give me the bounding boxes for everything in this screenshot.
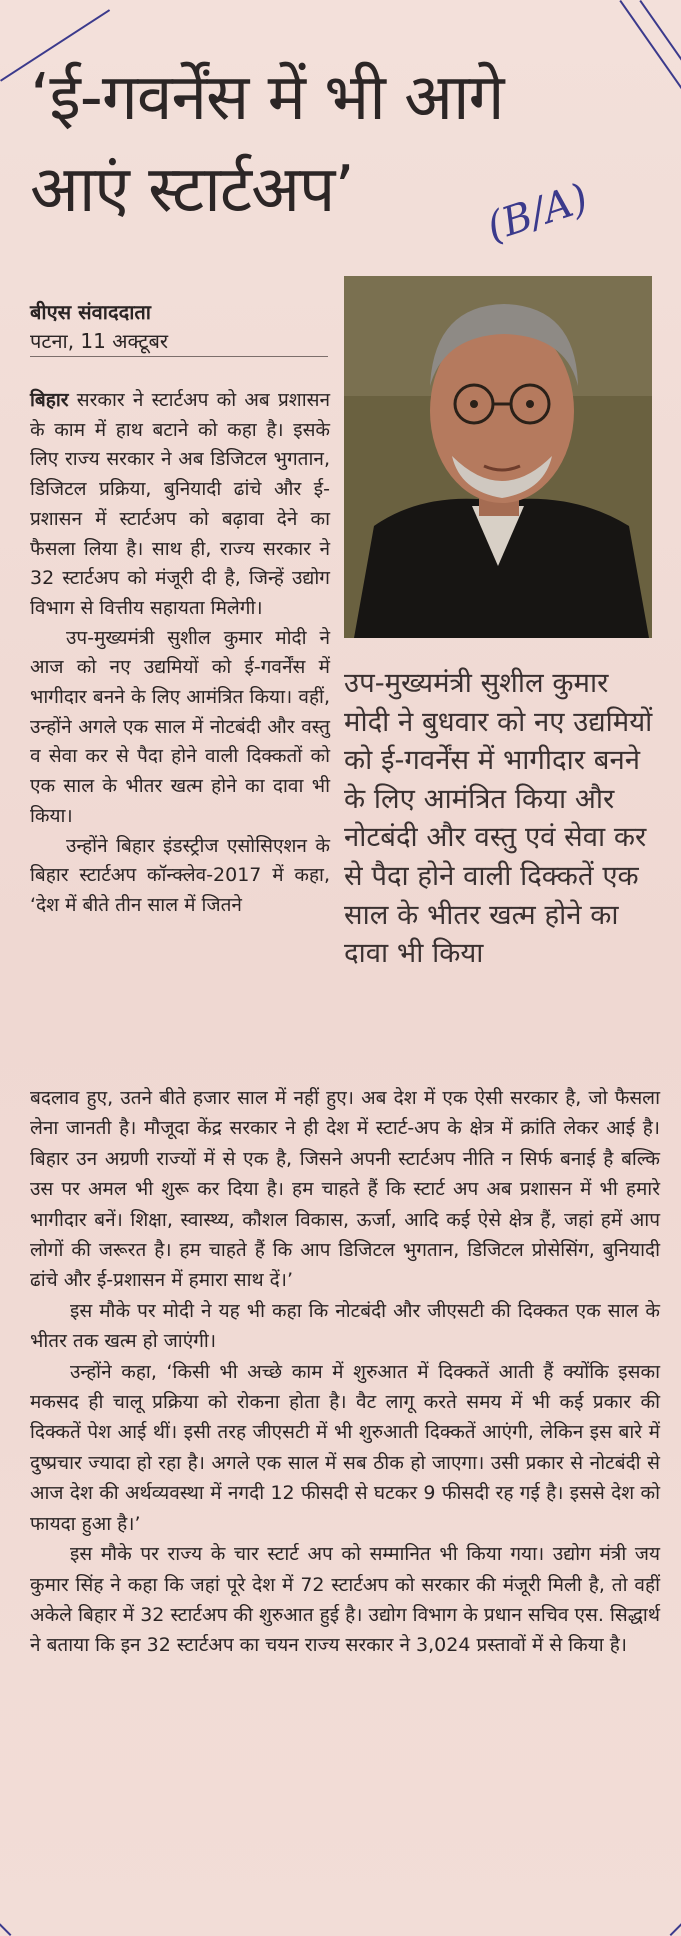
- paragraph-1-lead: बिहार: [30, 389, 69, 411]
- article-column-left: [30, 386, 330, 921]
- paragraph-1-text: सरकार ने स्टार्टअप को अब प्रशासन के काम में हाथ बटाने को कहा है। इसके लिए राज्य सरकार ने अब डिजिटल भुगतान, डिजिटल प्रक्रिया, बुनियादी ढांचे और ई-प्रशासन में स्टार्टअप को बढ़ावा देने का फैसला लिया है। साथ ही, राज्य सरकार ने 32 स्टार्टअप को मंजूरी दी है, जिन्हें उद्योग विभाग से वित्तीय सहायता मिलेगी।: [30, 389, 330, 619]
- paragraph-4: इस मौके पर मोदी ने यह भी कहा कि नोटबंदी और जीएसटी की दिक्कत एक साल के भीतर तक खत्म हो जाएंगी।: [30, 1299, 660, 1353]
- paragraph-2: उप-मुख्यमंत्री सुशील कुमार मोदी ने आज को नए उद्यमियों को ई-गवर्नेंस में भागीदार बनने के लिए आमंत्रित किया। वहीं, उन्होंने अगले एक साल में नोटबंदी और वस्तु व सेवा कर से पैदा होने वाली दिक्कतों को एक साल के भीतर खत्म होने का दावा भी किया।: [30, 626, 330, 827]
- handwritten-note: (B/A): [481, 175, 594, 251]
- byline-divider: [30, 356, 328, 357]
- paragraph-3-start: उन्होंने बिहार इंडस्ट्रीज एसोसिएशन के बिहार स्टार्टअप कॉन्क्लेव-2017 में कहा, ‘देश में बीते तीन साल में जितने: [30, 834, 330, 916]
- portrait-illustration: [344, 276, 652, 638]
- paragraph-3-continued: बदलाव हुए, उतने बीते हजार साल में नहीं हुए। अब देश में एक ऐसी सरकार है, जो फैसला लेना जानती है। मौजूदा केंद्र सरकार ने ही देश में स्टार्ट-अप के क्षेत्र में क्रांति लेकर आई है। बिहार उन अग्रणी राज्यों में से एक है, जिसने अपनी स्टार्टअप नीति न सिर्फ बनाई है बल्कि उस पर अमल भी शुरू कर दिया है। हम चाहते हैं कि स्टार्ट अप अब प्रशासन में भी हमारे भागीदार बनें। शिक्षा, स्वास्थ्य, कौशल विकास, ऊर्जा, आदि कई ऐसे क्षेत्र हैं, जहां हमें आप लोगों की जरूरत है। हम चाहते हैं कि आप डिजिटल भुगतान, डिजिटल प्रोसेसिंग, बुनियादी ढांचे और ई-प्रशासन में हमारा साथ दें।’: [30, 1087, 660, 1292]
- article-body-full-width: [30, 1083, 660, 1661]
- byline: [30, 298, 330, 356]
- headline-line-1: ‘ई-गवर्नेंस में भी आगे: [30, 61, 504, 135]
- byline-author: बीएस संवाददाता: [30, 300, 151, 324]
- pull-quote: उप-मुख्यमंत्री सुशील कुमार मोदी ने बुधवार को नए उद्यमियों को ई-गवर्नेंस में भागीदार बनने के लिए आमंत्रित किया और नोटबंदी और वस्तु एवं सेवा कर से पैदा होने वाली दिक्कतें एक साल के भीतर खत्म होने का दावा भी किया: [344, 667, 653, 970]
- paragraph-6: इस मौके पर राज्य के चार स्टार्ट अप को सम्मानित भी किया गया। उद्योग मंत्री जय कुमार सिंह ने कहा कि जहां पूरे देश में 72 स्टार्टअप को सरकार की मंजूरी मिली है, तो वहीं अकेले बिहार में 32 स्टार्टअप की शुरुआत हुई है। उद्योग विभाग के प्रधान सचिव एस. सिद्धार्थ ने बताया कि इन 32 स्टार्टअप का चयन राज्य सरकार ने 3,024 प्रस्तावों में से किया है।: [30, 1543, 660, 1657]
- paragraph-1: [30, 386, 330, 624]
- headline-line-2: आएं स्टार्टअप’: [30, 153, 354, 227]
- portrait-photo: [344, 276, 652, 638]
- paragraph-5: उन्होंने कहा, ‘किसी भी अच्छे काम में शुरुआत में दिक्कतें आती हैं क्योंकि इसका मकसद ही चालू प्रक्रिया को रोकना होता है। वैट लागू करते समय में भी कई प्रकार की दिक्कतें पेश आई थीं। इसी तरह जीएसटी में भी शुरुआती दिक्कतें आएंगी, लेकिन इस बारे में दुष्प्रचार ज्यादा हो रहा है। अगले एक साल में सब ठीक हो जाएगा। उसी प्रकार से नोटबंदी से आज देश की अर्थव्यवस्था में नगदी 12 फीसदी से घटकर 9 फीसदी रह गई है। इससे देश को फायदा हुआ है।’: [30, 1360, 660, 1535]
- byline-dateline: पटना, 11 अक्टूबर: [30, 329, 169, 353]
